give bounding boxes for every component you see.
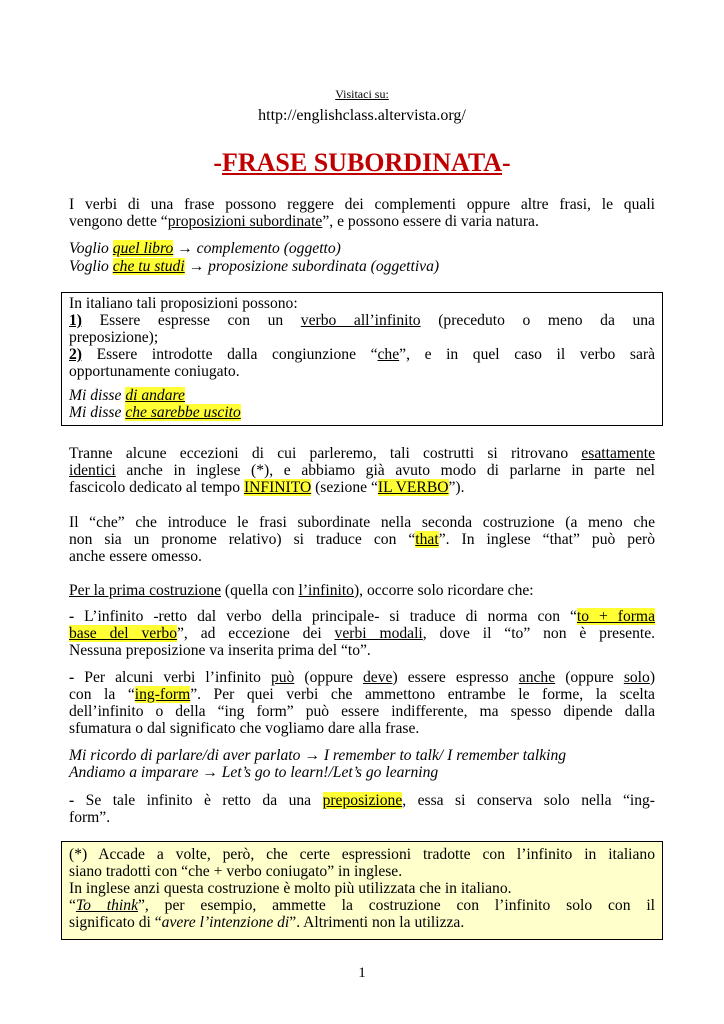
example-subordinate: Voglio che tu studi → proposizione subordinata (oggettiva)	[69, 258, 440, 275]
p3-line-1: Il “che” che introduce le frasi subordinate nella seconda costruzione (a meno che	[69, 514, 655, 531]
page-title-text: FRASE SUBORDINATA	[221, 148, 503, 177]
p7-line-2: form”.	[69, 809, 111, 826]
box2-line-3: In inglese anzi questa costruzione è molto più utilizzata che in italiano.	[69, 880, 512, 897]
p5-line-1: - L’infinito -retto dal verbo della principale- si traduce di norma con “to + forma	[69, 608, 655, 625]
p5-line-3: Nessuna preposizione va inserita prima del “to”.	[69, 642, 371, 659]
p6-line-4: sfumatura o dal significato che vogliamo dare alla frase.	[69, 720, 420, 737]
example-infinitive-ing-1: Mi ricordo di parlare/di aver parlato → I remember to talk/ I remember talking	[69, 747, 567, 764]
box2-line-2: siano tradotti con “che + verbo coniugato” in inglese.	[69, 863, 403, 880]
p3-line-2: non sia un pronome relativo) si traduce con “that”. In inglese “that” può però	[69, 531, 655, 548]
p4-line: Per la prima costruzione (quella con l’infinito), occorre solo ricordare che:	[69, 582, 534, 599]
intro-line-1: I verbi di una frase possono reggere dei complementi oppure altre frasi, le quali	[69, 196, 655, 213]
box2-line-1: (*) Accade a volte, però, che certe espressioni tradotte con l’infinito in italiano	[69, 846, 655, 863]
box1-line-3: preposizione);	[69, 329, 159, 346]
p2-line-3: fascicolo dedicato al tempo INFINITO (sezione “IL VERBO”).	[69, 479, 465, 496]
p2-line-1: Tranne alcune eccezioni di cui parleremo, tali costrutti si ritrovano esattamente	[69, 445, 655, 462]
p2-line-2: identici anche in inglese (*), e abbiamo già avuto modo di parlarne in parte nel	[69, 462, 655, 479]
visit-label: Visitaci su:	[335, 87, 389, 101]
p6-line-1: - Per alcuni verbi l’infinito può (oppure deve) essere espresso anche (oppure solo)	[69, 669, 656, 686]
p5-line-2: base del verbo”, ad eccezione dei verbi modali, dove il “to” non è presente.	[69, 625, 656, 642]
box1-line-5: opportunamente coniugato.	[69, 363, 240, 380]
example-complement: Voglio quel libro → complemento (oggetto)	[69, 240, 341, 257]
example-infinitive-ing-2: Andiamo a imparare → Let’s go to learn!/Let’s go learning	[69, 764, 439, 781]
box1-example-2: Mi disse che sarebbe uscito	[69, 404, 241, 421]
page-title: -FRASE SUBORDINATA-	[213, 148, 511, 177]
p3-line-3: anche essere omesso.	[69, 548, 202, 565]
p6-line-2: con la “ing-form”. Per quei verbi che ammettono entrambe le forme, la scelta	[69, 686, 655, 703]
p7-line-1: - Se tale infinito è retto da una preposizione, essa si conserva solo nella “ing-	[69, 792, 655, 809]
intro-line-2: vengono dette “proposizioni subordinate”, e possono essere di varia natura.	[69, 213, 539, 230]
box1-line-4: 2) Essere introdotte dalla congiunzione “che”, e in quel caso il verbo sarà	[69, 346, 655, 363]
page-number: 1	[358, 965, 366, 981]
box2-line-4: “To think”, per esempio, ammette la costruzione con l’infinito solo con il	[69, 897, 656, 914]
site-url[interactable]: http://englishclass.altervista.org/	[258, 107, 466, 124]
p6-line-3: dell’infinito o della “ing form” può essere indifferente, ma spesso dipende dalla	[69, 703, 655, 720]
box1-line-2: 1) Essere espresse con un verbo all’infinito (preceduto o meno da una	[69, 312, 655, 329]
box2-line-5: significato di “avere l’intenzione di”. Altrimenti non la utilizza.	[69, 914, 465, 931]
box1-example-1: Mi disse di andare	[69, 387, 185, 404]
box1-line-1: In italiano tali proposizioni possono:	[69, 295, 298, 312]
